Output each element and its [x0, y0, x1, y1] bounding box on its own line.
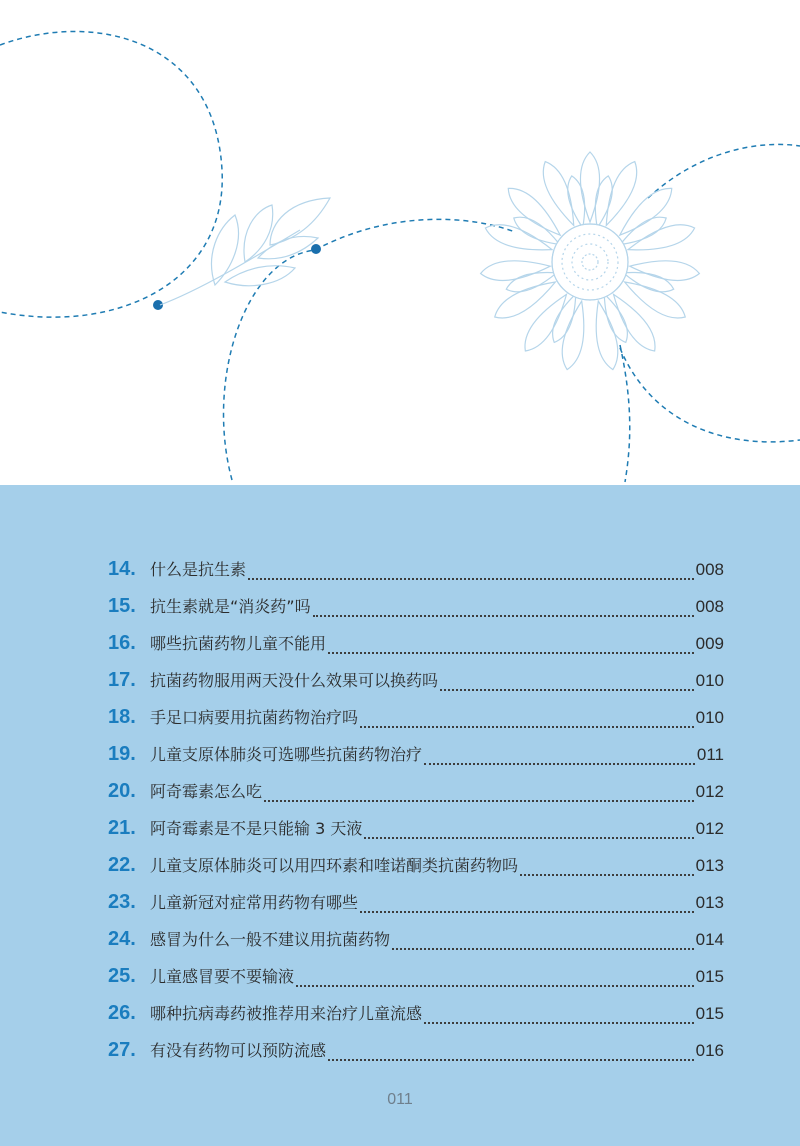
toc-dot-leader [328, 651, 694, 654]
toc-entry-number: 24. [108, 928, 136, 950]
toc-entry[interactable] [108, 779, 724, 816]
toc-dot-leader [360, 910, 694, 913]
toc-entry[interactable] [108, 668, 724, 705]
toc-entry-number: 14. [108, 558, 136, 580]
toc-entry-title: 有没有药物可以预防流感 [150, 1041, 327, 1060]
toc-entry-title: 抗菌药物服用两天没什么效果可以换药吗 [150, 671, 439, 690]
toc-dot-leader [440, 688, 694, 691]
toc-dot-leader [424, 762, 695, 765]
toc-entry-page: 013 [695, 893, 724, 912]
page-number: 011 [387, 1091, 413, 1108]
toc-entry-title: 什么是抗生素 [150, 560, 247, 579]
toc-entry-title: 阿奇霉素怎么吃 [150, 782, 263, 801]
toc-dot-leader [296, 984, 694, 987]
toc-entry-number: 18. [108, 706, 136, 728]
toc-dot-leader [364, 836, 693, 839]
toc-entry-page: 010 [695, 708, 724, 727]
toc-entry[interactable] [108, 1038, 724, 1075]
toc-dot-leader [424, 1021, 694, 1024]
toc-entry-number: 21. [108, 817, 136, 839]
toc-entry-title: 儿童新冠对症常用药物有哪些 [150, 893, 359, 912]
toc-entry[interactable] [108, 853, 724, 890]
toc-entry-title: 儿童支原体肺炎可以用四环素和喹诺酮类抗菌药物吗 [150, 856, 519, 875]
toc-dot-leader [264, 799, 694, 802]
toc-entry-number: 20. [108, 780, 136, 802]
leaf-branch-icon [160, 198, 330, 305]
toc-entry-page: 016 [695, 1041, 724, 1060]
toc-entry-number: 15. [108, 595, 136, 617]
toc-entry-title: 手足口病要用抗菌药物治疗吗 [150, 708, 359, 727]
toc-entry-title: 哪些抗菌药物儿童不能用 [150, 634, 327, 653]
toc-entry-page: 015 [695, 967, 724, 986]
toc-dot-leader [248, 577, 694, 580]
toc-entry-title: 阿奇霉素是不是只能输 3 天液 [150, 819, 363, 838]
toc-entry-number: 25. [108, 965, 136, 987]
dashed-circle-right-top [648, 144, 800, 198]
toc-dot-leader [328, 1058, 694, 1061]
toc-dot-leader [520, 873, 694, 876]
toc-entry-page: 009 [695, 634, 724, 653]
toc-entry[interactable] [108, 557, 724, 594]
toc-entry-page: 014 [695, 930, 724, 949]
toc-entry-page: 008 [695, 597, 724, 616]
toc-entry-title: 抗生素就是“消炎药”吗 [150, 597, 311, 616]
toc-entry-page: 012 [695, 819, 724, 838]
toc-dot-leader [313, 614, 694, 617]
toc-entry[interactable] [108, 816, 724, 853]
sunflower-icon [480, 152, 701, 372]
toc-entry-title: 感冒为什么一般不建议用抗菌药物 [150, 930, 391, 949]
toc-entry-title: 儿童感冒要不要输液 [150, 967, 295, 986]
decorative-illustration [0, 0, 800, 485]
toc-entry[interactable] [108, 742, 724, 779]
blue-dot-middle [311, 244, 321, 254]
toc-entry-page: 008 [695, 560, 724, 579]
toc-entry[interactable] [108, 594, 724, 631]
toc-entry[interactable] [108, 1001, 724, 1038]
toc-entry-number: 19. [108, 743, 136, 765]
toc-dot-leader [392, 947, 694, 950]
toc-entry[interactable] [108, 964, 724, 1001]
toc-entry-page: 010 [695, 671, 724, 690]
toc-entry-page: 015 [695, 1004, 724, 1023]
dashed-circle-right-bottom [620, 348, 800, 442]
toc-entry-number: 16. [108, 632, 136, 654]
toc-entry-page: 011 [696, 745, 724, 764]
toc-list [108, 557, 724, 1075]
toc-entry-page: 012 [695, 782, 724, 801]
toc-entry[interactable] [108, 631, 724, 668]
toc-entry[interactable] [108, 705, 724, 742]
toc-entry-number: 17. [108, 669, 136, 691]
toc-dot-leader [360, 725, 694, 728]
toc-entry-number: 27. [108, 1039, 136, 1061]
toc-entry-page: 013 [695, 856, 724, 875]
toc-entry-number: 22. [108, 854, 136, 876]
toc-entry-number: 26. [108, 1002, 136, 1024]
dashed-circle-left [0, 31, 222, 317]
toc-entry-number: 23. [108, 891, 136, 913]
toc-entry-title: 儿童支原体肺炎可选哪些抗菌药物治疗 [150, 745, 423, 764]
toc-entry[interactable] [108, 890, 724, 927]
toc-entry-title: 哪种抗病毒药被推荐用来治疗儿童流感 [150, 1004, 423, 1023]
toc-entry[interactable] [108, 927, 724, 964]
table-of-contents-panel [0, 485, 800, 1146]
